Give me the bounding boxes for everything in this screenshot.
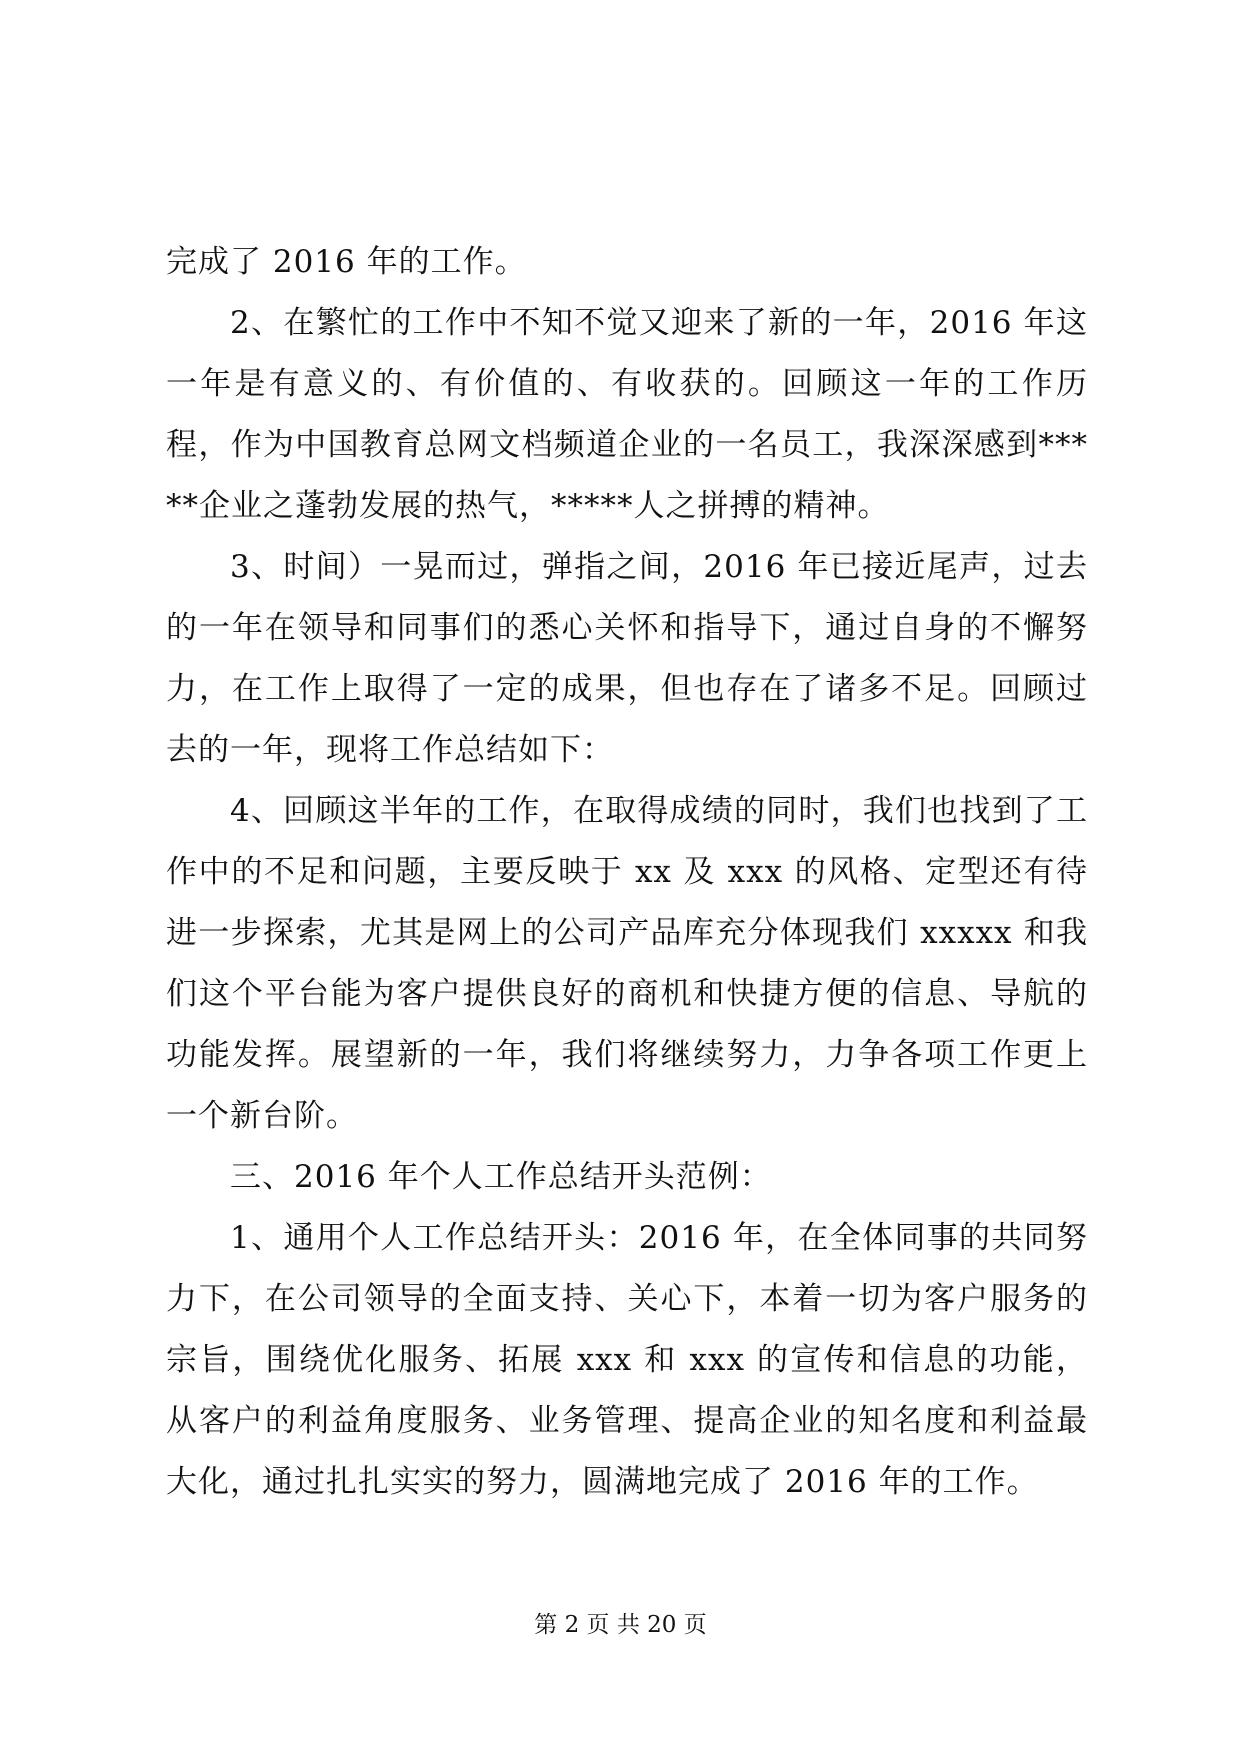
paragraph-item-2: 2、在繁忙的工作中不知不觉又迎来了新的一年，2016 年这一年是有意义的、有价值的、有收获的。回顾这一年的工作历程，作为中国教育总网文档频道企业的一名员工，我深深感到*****企业之蓬勃发展的热气，*****人之拼搏的精神。 [166, 305, 1088, 524]
paragraph-continuation: 完成了 2016 年的工作。 [166, 244, 527, 280]
paragraph-example-1: 1、通用个人工作总结开头：2016 年，在全体同事的共同努力下，在公司领导的全面支持、关心下，本着一切为客户服务的宗旨，围绕优化服务、拓展 xxx 和 xxx 的宣传和信息的功能，从客户的利益角度服务、业务管理、提高企业的知名度和利益最大化，通过扎扎实实的努力，圆满地完成了 2016 年的工作。 [166, 1220, 1088, 1500]
document-body [166, 232, 1088, 1513]
page-number-footer: 第 2 页 共 20 页 [534, 1612, 707, 1638]
paragraph-item-3: 3、时间）一晃而过，弹指之间，2016 年已接近尾声，过去的一年在领导和同事们的悉心关怀和指导下，通过自身的不懈努力，在工作上取得了一定的成果，但也存在了诸多不足。回顾过去的一年，现将工作总结如下： [166, 549, 1088, 768]
paragraph-item-4: 4、回顾这半年的工作，在取得成绩的同时，我们也找到了工作中的不足和问题，主要反映于 xx 及 xxx 的风格、定型还有待进一步探索，尤其是网上的公司产品库充分体现我们 xxxxx 和我们这个平台能为客户提供良好的商机和快捷方便的信息、导航的功能发挥。展望新的一年，我们将继续努力，力争各项工作更上一个新台阶。 [166, 793, 1088, 1134]
section-heading-3: 三、2016 年个人工作总结开头范例： [230, 1159, 772, 1195]
